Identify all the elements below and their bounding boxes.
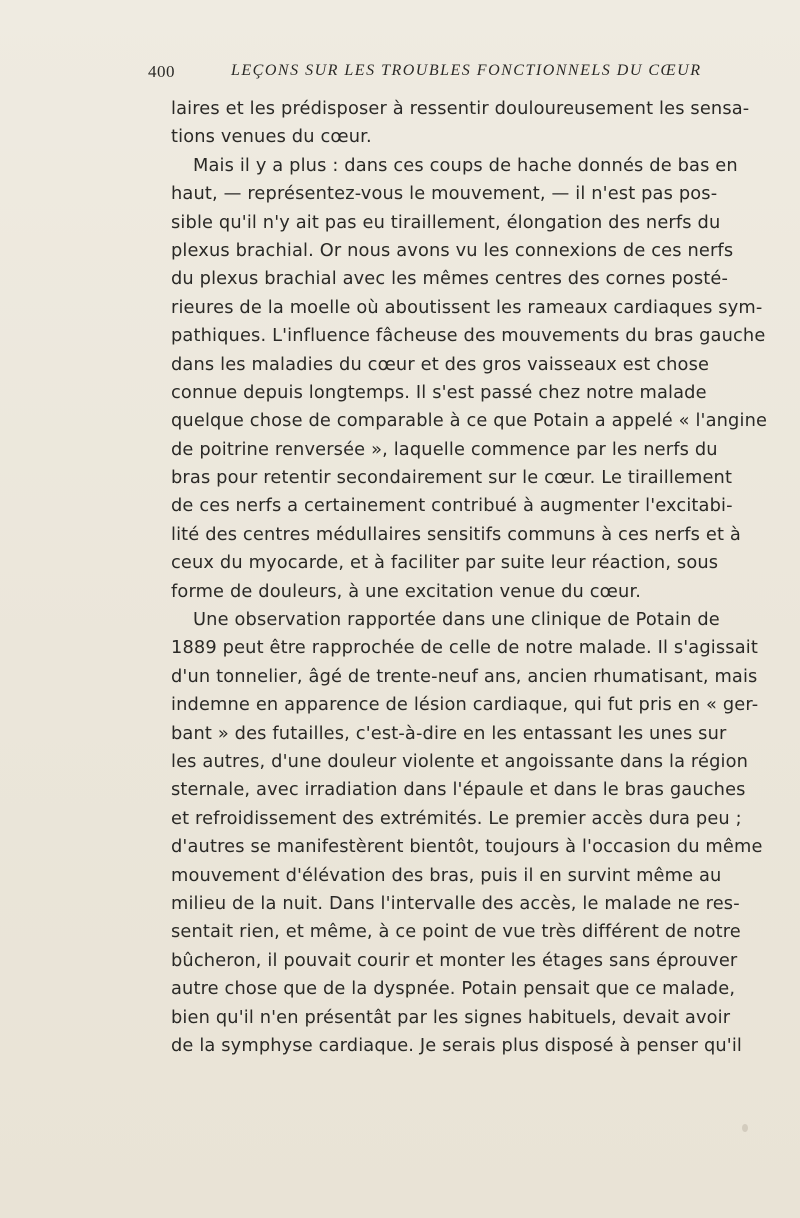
text-line: 1889 peut être rapprochée de celle de notre malade. Il s'agissait [171, 637, 758, 659]
text-line: du plexus brachial avec les mêmes centres des cornes posté- [171, 268, 729, 290]
text-line: bant » des futailles, c'est-à-dire en les entassant les unes sur [171, 722, 727, 744]
page-header [148, 62, 708, 86]
text-line: de la symphyse cardiaque. Je serais plus disposé à penser qu'il [171, 1034, 743, 1056]
text-line: milieu de la nuit. Dans l'intervalle des accès, le malade ne res- [171, 892, 740, 914]
text-line: lité des centres médullaires sensitifs communs à ces nerfs et à [171, 523, 741, 545]
text-line: tions venues du cœur. [171, 126, 372, 148]
text-line: sternale, avec irradiation dans l'épaule et dans le bras gauches [171, 779, 746, 801]
text-line: haut, — représentez-vous le mouvement, — il n'est pas pos- [171, 183, 718, 205]
body-text [171, 95, 799, 1060]
text-line: d'un tonnelier, âgé de trente-neuf ans, ancien rhumatisant, mais [171, 665, 758, 687]
text-line: plexus brachial. Or nous avons vu les connexions de ces nerfs [171, 239, 734, 261]
text-line: sentait rien, et même, à ce point de vue très différent de notre [171, 921, 741, 943]
text-line: d'autres se manifestèrent bientôt, toujours à l'occasion du même [171, 836, 763, 858]
text-line: forme de douleurs, à une excitation venue du cœur. [171, 580, 642, 602]
text-line: indemne en apparence de lésion cardiaque, qui fut pris en « ger- [171, 694, 759, 716]
text-line: sible qu'il n'y ait pas eu tiraillement, élongation des nerfs du [171, 211, 721, 233]
text-line: quelque chose de comparable à ce que Potain a appelé « l'angine [171, 410, 768, 432]
text-line: pathiques. L'influence fâcheuse des mouvements du bras gauche [171, 325, 766, 347]
text-line: les autres, d'une douleur violente et angoissante dans la région [171, 750, 749, 772]
text-line: dans les maladies du cœur et des gros vaisseaux est chose [171, 353, 710, 375]
text-line: ceux du myocarde, et à faciliter par suite leur réaction, sous [171, 552, 719, 574]
text-line: autre chose que de la dyspnée. Potain pensait que ce malade, [171, 978, 736, 1000]
text-line: bras pour retentir secondairement sur le cœur. Le tiraillement [171, 467, 733, 489]
text-line: laires et les prédisposer à ressentir douloureusement les sensa- [171, 98, 750, 119]
running-title: LEÇONS SUR LES TROUBLES FONCTIONNELS DU CŒUR [231, 62, 702, 79]
text-line: de ces nerfs a certainement contribué à augmenter l'excitabi- [171, 495, 733, 517]
text-line: Mais il y a plus : dans ces coups de hache donnés de bas en [193, 154, 738, 176]
text-line: rieures de la moelle où aboutissent les rameaux cardiaques sym- [171, 296, 763, 318]
text-line: Une observation rapportée dans une clinique de Potain de [193, 609, 720, 631]
text-line: mouvement d'élévation des bras, puis il en survint même au [171, 864, 722, 886]
paper-smudge [742, 1124, 748, 1132]
text-line: connue depuis longtemps. Il s'est passé chez notre malade [171, 381, 707, 403]
text-line: de poitrine renversée », laquelle commence par les nerfs du [171, 438, 718, 460]
text-line: bûcheron, il pouvait courir et monter les étages sans éprouver [171, 949, 738, 971]
text-line: et refroidissement des extrémités. Le premier accès dura peu ; [171, 807, 742, 829]
text-line: bien qu'il n'en présentât par les signes habituels, devait avoir [171, 1006, 731, 1028]
page-number: 400 [148, 62, 175, 81]
